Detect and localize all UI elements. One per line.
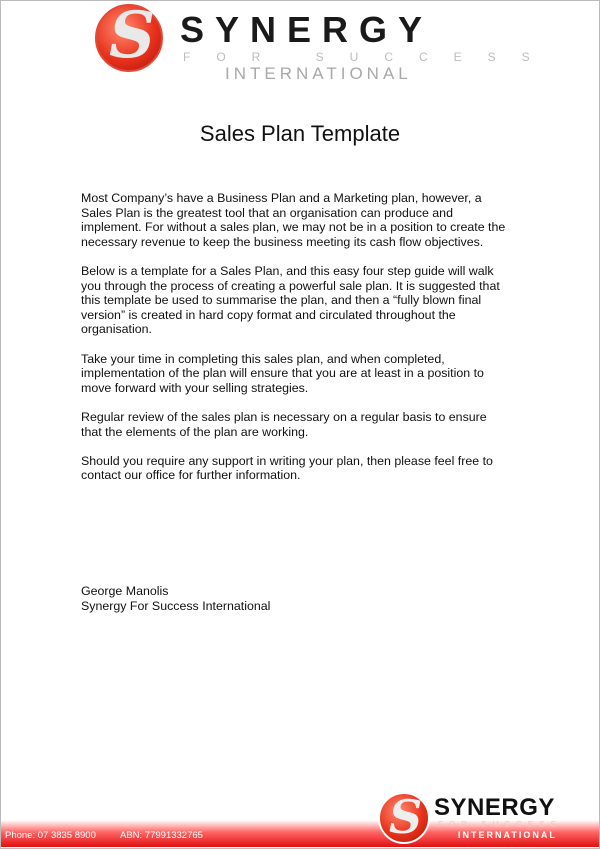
logo-tagline: FOR SUCCESS bbox=[438, 820, 562, 829]
logo-wordmark: SYNERGY bbox=[434, 794, 555, 821]
text-line: version” is created in hard copy format and circulated throughout the bbox=[81, 307, 456, 322]
logo-s-glyph: S bbox=[109, 0, 156, 73]
document-body bbox=[81, 191, 505, 497]
footer-phone: Phone: 07 3835 8900 bbox=[5, 830, 96, 841]
logo-s-glyph: S bbox=[389, 790, 423, 844]
text-line: contact our office for further information. bbox=[81, 468, 301, 483]
logo-subtitle: INTERNATIONAL bbox=[225, 64, 412, 83]
text-line: you through the process of creating a powerful sale plan. It is suggested that bbox=[81, 278, 500, 293]
text-line: this template be used to summarise the plan, and then a “fully blown final bbox=[81, 293, 482, 308]
text-line: implement. For without a sales plan, we may not be in a position to create the bbox=[81, 220, 506, 235]
text-line: move forward with your selling strategies. bbox=[81, 380, 309, 395]
signature-block bbox=[81, 584, 270, 613]
text-line: Take your time in completing this sales plan, and when completed, bbox=[81, 351, 445, 366]
signature-name: George Manolis bbox=[81, 584, 169, 598]
text-line: Below is a template for a Sales Plan, and this easy four step guide will walk bbox=[81, 263, 494, 278]
paragraph bbox=[81, 264, 505, 337]
paragraph bbox=[81, 454, 505, 483]
text-line: organisation. bbox=[81, 322, 152, 337]
text-line: necessary revenue to keep the business meeting its cash flow objectives. bbox=[81, 234, 484, 249]
text-line: Should you require any support in writing your plan, then please feel free to bbox=[81, 453, 493, 468]
paragraph bbox=[81, 191, 505, 249]
paragraph bbox=[81, 352, 505, 396]
text-line: that the elements of the plan are working. bbox=[81, 424, 309, 439]
text-line: Sales Plan is the greatest tool that an organisation can produce and bbox=[81, 205, 453, 220]
logo-tagline: FOR SUCCESS bbox=[183, 50, 556, 64]
footer-abn: ABN: 77991332765 bbox=[120, 830, 203, 841]
paragraph bbox=[81, 410, 505, 439]
footer-contact bbox=[5, 830, 225, 841]
footer-logo bbox=[378, 792, 598, 846]
page-title: Sales Plan Template bbox=[199, 121, 401, 146]
signature-org: Synergy For Success International bbox=[81, 598, 271, 613]
logo-wordmark: SYNERGY bbox=[180, 9, 434, 50]
text-line: Regular review of the sales plan is necessary on a regular basis to ensure bbox=[81, 409, 487, 424]
header-logo bbox=[95, 0, 556, 84]
text-line: implementation of the plan will ensure that you are at least in a position to bbox=[81, 366, 484, 381]
text-line: Most Company’s have a Business Plan and a Marketing plan, however, a bbox=[81, 191, 482, 205]
logo-subtitle: INTERNATIONAL bbox=[458, 830, 557, 840]
